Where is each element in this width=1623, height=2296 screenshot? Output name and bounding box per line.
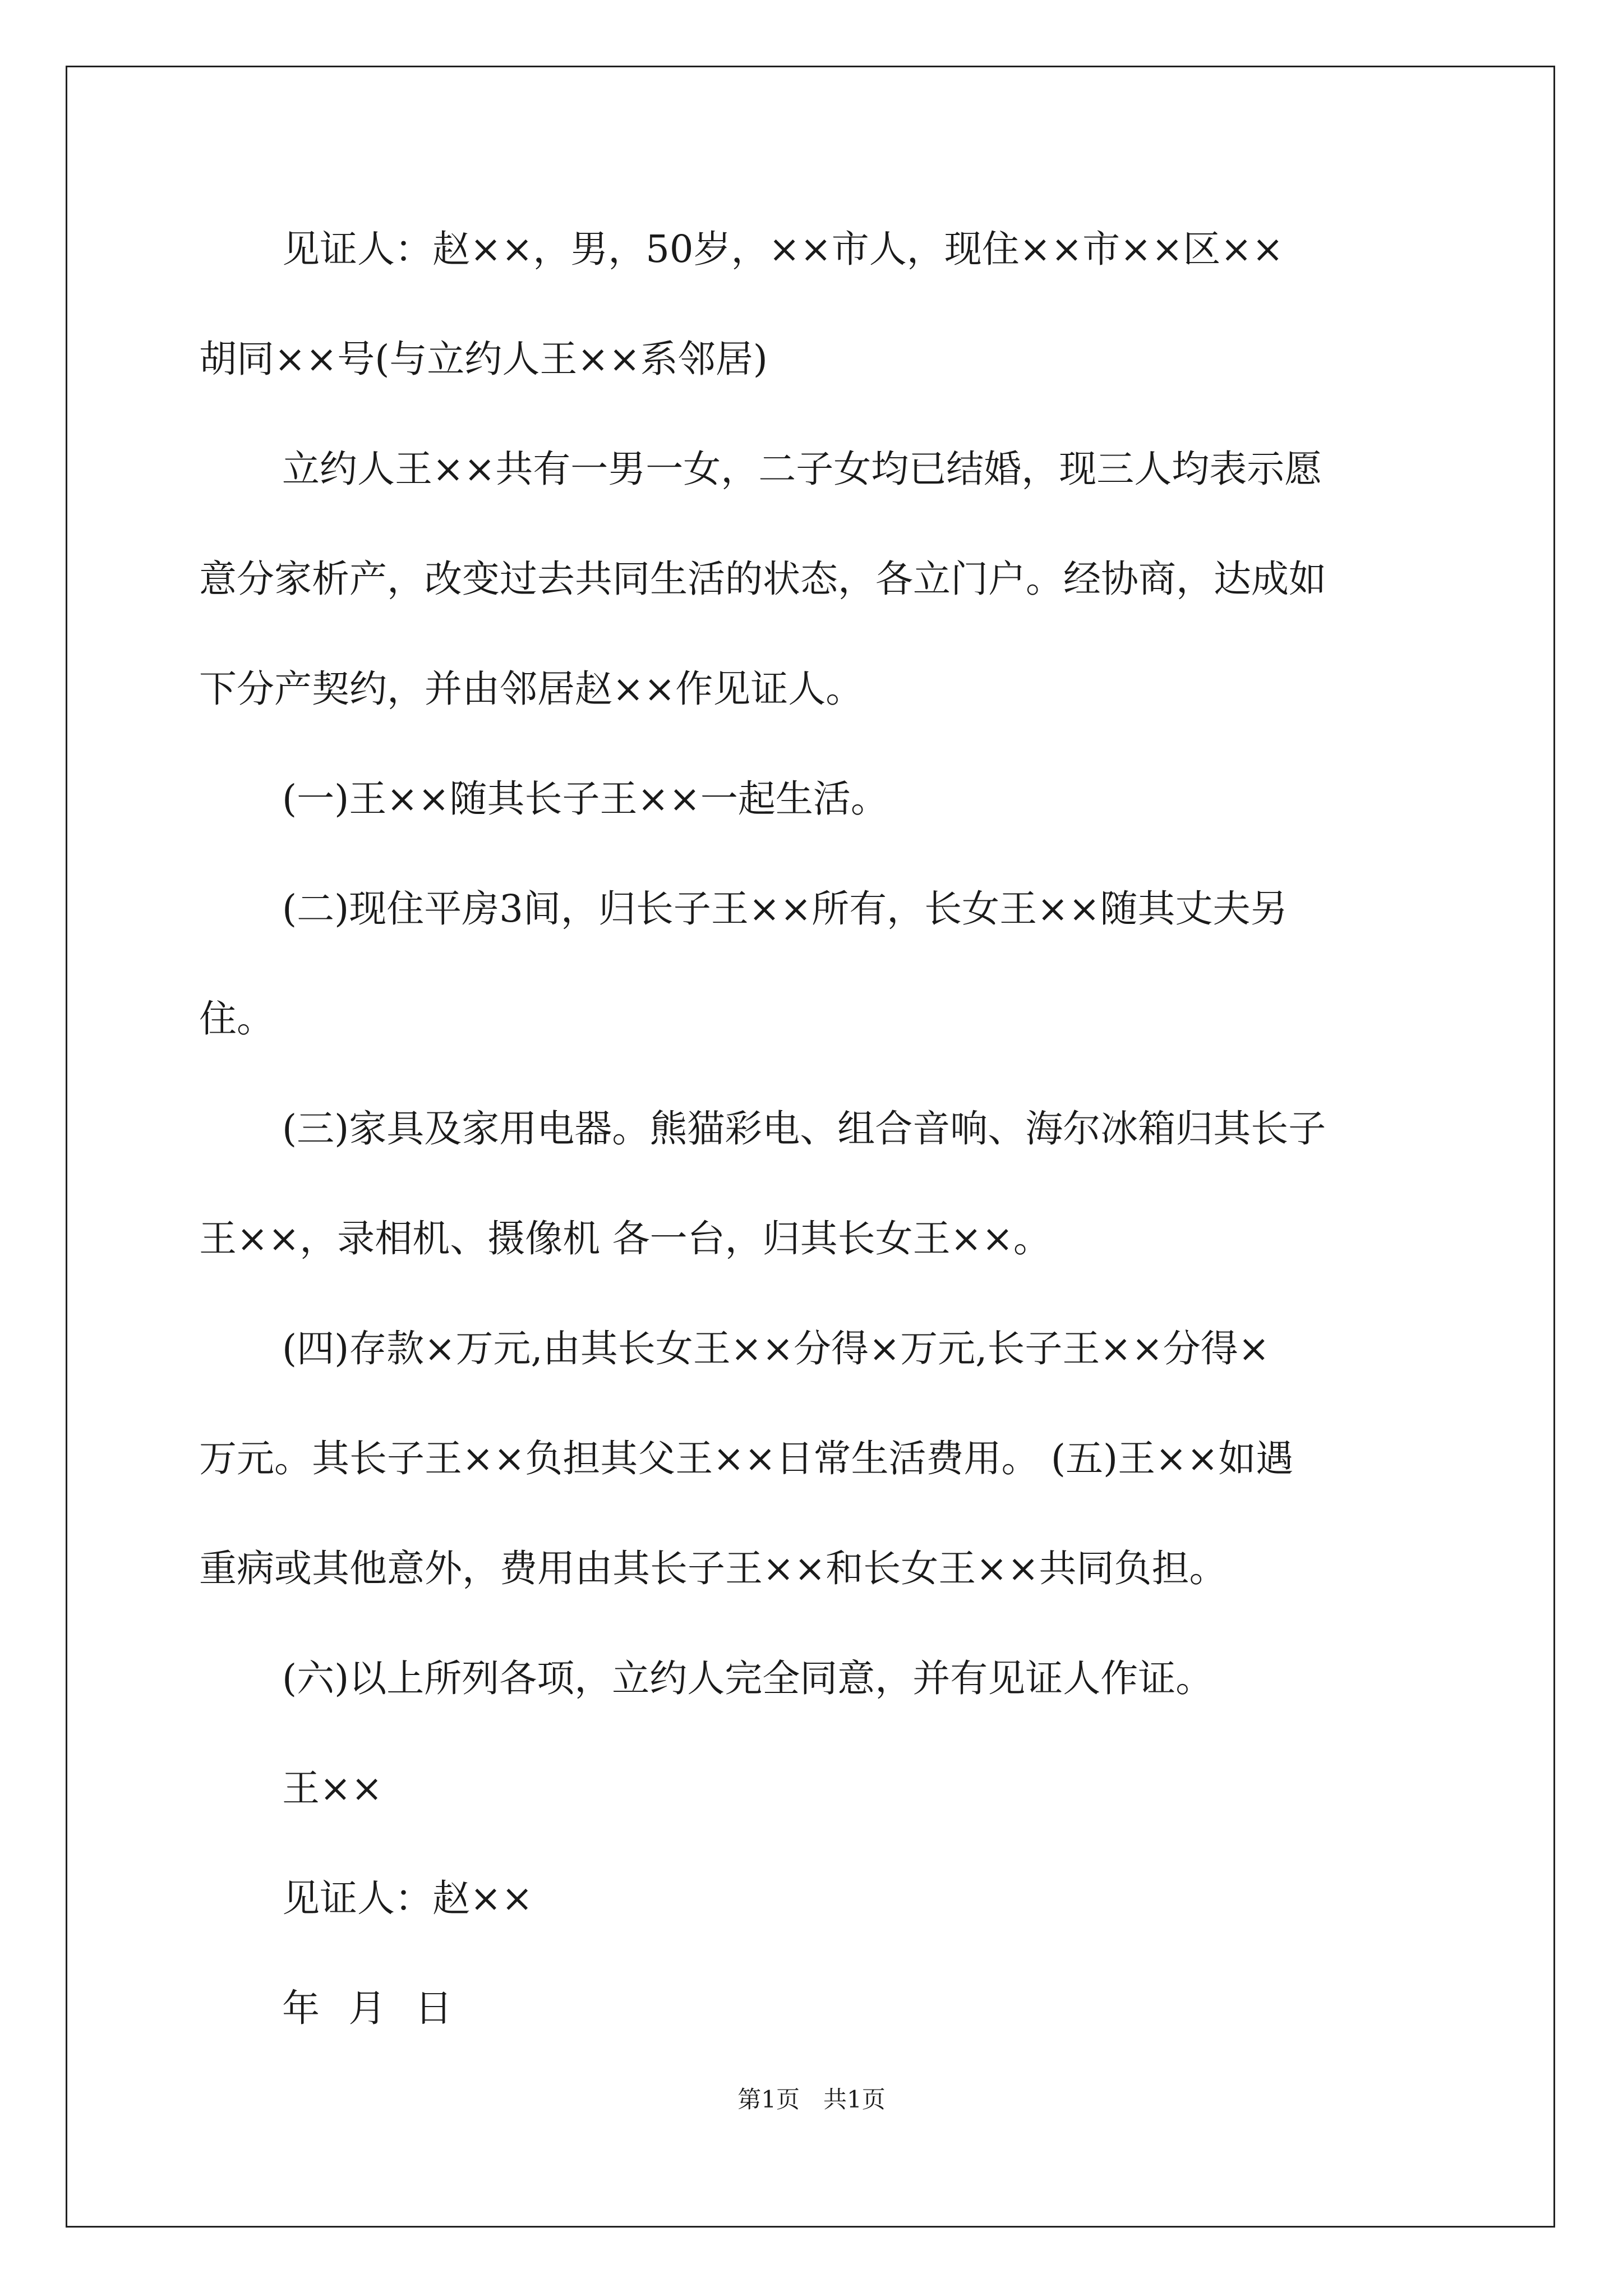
text-line: 王×× bbox=[282, 1766, 383, 1810]
signature-party bbox=[199, 1733, 1427, 1843]
paragraph-preamble bbox=[199, 414, 1427, 744]
text-line: 万元。其长子王××负担其父王××日常生活费用。 (五)王××如遇 bbox=[199, 1437, 1294, 1480]
text-line: 重病或其他意外，费用由其长子王××和长女王××共同负担。 bbox=[199, 1547, 1227, 1590]
text-line: 下分产契约，并由邻居赵××作见证人。 bbox=[199, 667, 864, 711]
text-line: 意分家析产，改变过去共同生活的状态，各立门户。经协商，达成如 bbox=[199, 557, 1326, 601]
text-line: 见证人：赵×× bbox=[282, 1876, 533, 1920]
page-number-footer: 第1页 共1页 bbox=[737, 2086, 886, 2113]
text-line: 年 月 日 bbox=[282, 1986, 453, 2030]
paragraph-clause-4-5 bbox=[199, 1294, 1427, 1623]
paragraph-clause-1 bbox=[199, 744, 1427, 854]
text-line: 胡同××号(与立约人王××系邻居) bbox=[199, 337, 768, 381]
signature-date bbox=[199, 1953, 1427, 2063]
text-line: (四)存款×万元,由其长女王××分得×万元,长子王××分得× bbox=[282, 1327, 1270, 1370]
paragraph-clause-3 bbox=[199, 1074, 1427, 1294]
text-line: 见证人：赵××，男，50岁，××市人，现住××市××区×× bbox=[282, 227, 1284, 271]
text-line: (二)现住平房3间，归长子王××所有，长女王××随其丈夫另 bbox=[282, 887, 1288, 931]
text-line: (六)以上所列各项，立约人完全同意，并有见证人作证。 bbox=[282, 1657, 1214, 1700]
signature-witness bbox=[199, 1843, 1427, 1953]
paragraph-witness-info bbox=[199, 194, 1427, 414]
paragraph-clause-6 bbox=[199, 1623, 1427, 1733]
text-line: (三)家具及家用电器。熊猫彩电、组合音响、海尔冰箱归其长子 bbox=[282, 1107, 1326, 1151]
text-line: 王××，录相机、摄像机 各一台，归其长女王××。 bbox=[199, 1217, 1051, 1260]
text-line: (一)王××随其长子王××一起生活。 bbox=[282, 777, 888, 821]
text-line: 住。 bbox=[199, 997, 274, 1041]
paragraph-clause-2 bbox=[199, 854, 1427, 1074]
text-line: 立约人王××共有一男一女，二子女均已结婚，现三人均表示愿 bbox=[282, 447, 1322, 491]
